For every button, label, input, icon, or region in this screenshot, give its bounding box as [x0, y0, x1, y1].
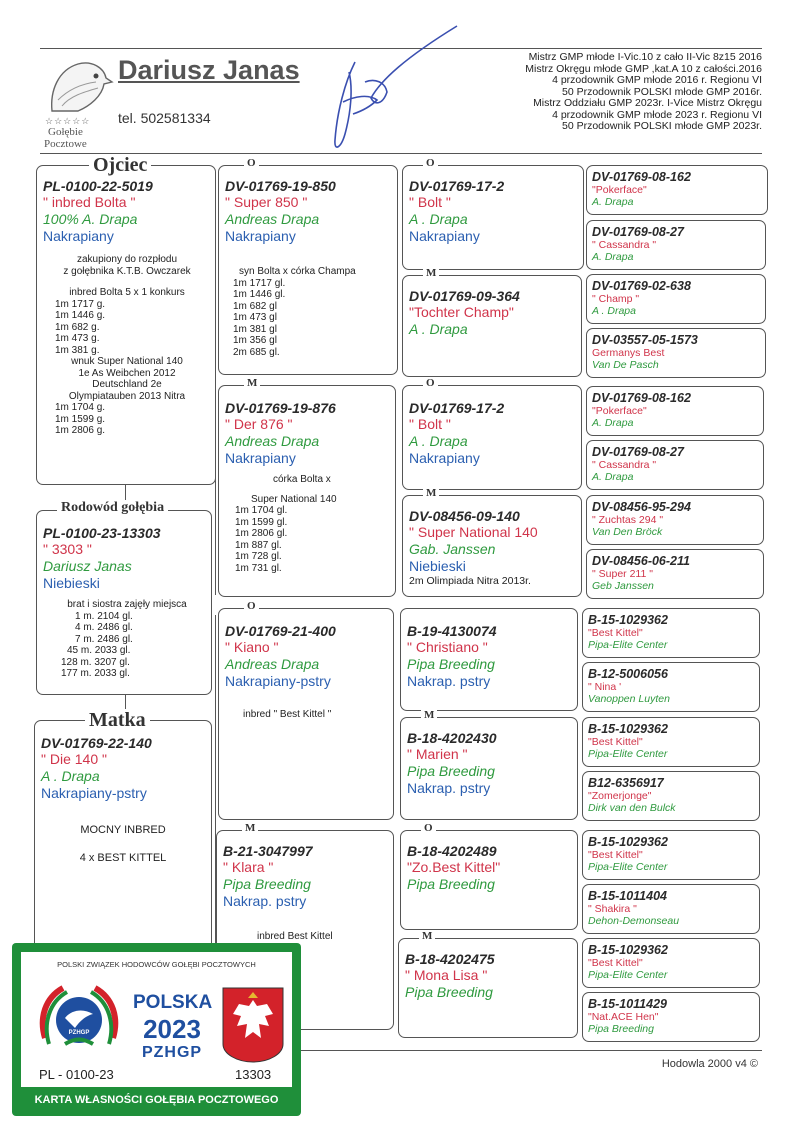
ancestor-name: " Super National 140: [409, 524, 538, 540]
ancestor-color: Nakrapiany: [225, 228, 296, 244]
subject-color: Niebieski: [43, 575, 100, 591]
gen4-card: [586, 549, 764, 599]
ancestor-name: "Nat.ACE Hen": [588, 1011, 659, 1023]
ancestor-notes: [233, 266, 356, 358]
ancestor-ring: DV-01769-09-364: [409, 288, 520, 304]
logo-stars: ☆☆☆☆☆: [45, 116, 91, 126]
ancestor-name: " Super 850 ": [225, 194, 308, 210]
ancestor-name: "Best Kittel": [588, 957, 643, 969]
achievement: 4 przodownik GMP młode 2023 r. Regionu VI: [552, 108, 762, 121]
father-label: Ojciec: [89, 154, 151, 177]
ancestor-ring: B-15-1029362: [588, 943, 668, 957]
subject-breeder: Dariusz Janas: [43, 558, 132, 574]
ancestor-breeder: A . Drapa: [409, 433, 468, 449]
note-line: inbred Best Kittel: [257, 931, 333, 942]
ancestor-name: " Cassandra ": [592, 459, 657, 471]
ancestor-breeder: Gab. Janssen: [409, 541, 496, 557]
ancestor-breeder: A . Drapa: [409, 321, 468, 337]
note-line: 2m 685 gl.: [233, 346, 280, 358]
note-line: 1m 1446 g.: [55, 310, 106, 321]
card-country: POLSKA: [133, 992, 213, 1013]
gen3-card: [400, 608, 578, 711]
ancestor-ring: DV-01769-19-876: [225, 400, 336, 416]
ancestor-ring: DV-08456-95-294: [592, 500, 691, 514]
sex-label: M: [421, 709, 437, 721]
ancestor-breeder: Pipa Breeding: [407, 763, 495, 779]
mother-notes: [45, 823, 201, 865]
ancestor-name: "Best Kittel": [588, 736, 643, 748]
ancestor-name: "Best Kittel": [588, 849, 643, 861]
note-line: 177 m. 2033 gl.: [61, 668, 130, 679]
achievement: 4 przodownik GMP młode 2016 r. Regionu VI: [552, 74, 762, 86]
ancestor-color: Nakrapiany-pstry: [225, 673, 331, 689]
ancestor-color: Nakrapiany: [409, 228, 480, 244]
note-line: 1m 2806 gl.: [235, 528, 288, 539]
gen4-card: [582, 830, 760, 880]
note-line: 1m 1446 gl.: [233, 289, 286, 300]
note-line: 1m 473 g.: [55, 333, 100, 344]
card-title-block: [133, 992, 211, 1062]
note-line: 1e As Weibchen 2012: [78, 367, 176, 379]
note-line: 1m 473 gl: [233, 312, 277, 323]
note-line: 7 m. 2486 gl.: [75, 633, 133, 645]
ancestor-name: " Der 876 ": [225, 416, 293, 432]
ancestor-breeder: Pipa-Elite Center: [588, 748, 668, 760]
subject-ring: PL-0100-23-13303: [43, 525, 161, 541]
ancestor-ring: DV-08456-06-211: [592, 554, 690, 568]
ancestor-name: "Pokerface": [592, 184, 647, 196]
ancestor-name: " Christiano ": [407, 639, 488, 655]
note-line: 1m 1717 gl.: [233, 277, 286, 289]
ancestor-ring: DV-01769-17-2: [409, 178, 505, 194]
note-line: 1m 1704 gl.: [235, 505, 288, 516]
ancestor-breeder: Andreas Drapa: [225, 211, 320, 227]
ancestor-name: " Champ ": [592, 293, 640, 305]
gen3-card: [402, 377, 582, 490]
ancestor-breeder: Andreas Drapa: [225, 656, 320, 672]
note-line: 1m 887 gl.: [235, 539, 282, 551]
mother-ring: DV-01769-22-140: [41, 735, 152, 751]
ancestor-breeder: Pipa-Elite Center: [588, 861, 668, 873]
mother-label: Matka: [85, 709, 150, 732]
sex-label: O: [423, 157, 438, 169]
gen4-card: [582, 771, 760, 821]
gen4-card: [582, 717, 760, 767]
gen2-card: [218, 157, 398, 375]
ancestor-color: Nakrap. pstry: [407, 780, 491, 796]
note-line: 1m 682 gl: [233, 300, 277, 312]
gen4-card: [582, 938, 760, 988]
gen2-card: [218, 600, 394, 820]
gen3-card: [402, 487, 582, 597]
mother-name: " Die 140 ": [41, 751, 107, 767]
gen4-card: [586, 328, 766, 378]
note-line: 1m 1599 gl.: [235, 516, 288, 528]
ancestor-ring: B-18-4202475: [405, 951, 495, 967]
father-color: Nakrapiany: [43, 228, 114, 244]
card-association: POLSKI ZWIĄZEK HODOWCÓW GOŁĘBI POCZTOWYCH: [57, 960, 256, 969]
note-line: MOCNY INBRED: [80, 824, 166, 836]
note-line: inbred " Best Kittel ": [243, 709, 332, 720]
gen2-card: [218, 377, 396, 597]
ancestor-breeder: Pipa-Elite Center: [588, 639, 668, 651]
mother-color: Nakrapiany-pstry: [41, 785, 147, 801]
ancestor-breeder: Pipa Breeding: [407, 656, 495, 672]
note-line: 45 m. 2033 gl.: [67, 645, 131, 656]
gen3-card: [400, 709, 578, 820]
gen3-card: [400, 822, 578, 930]
ancestor-ring: B-15-1011404: [588, 889, 667, 903]
note-line: 1m 1599 g.: [55, 413, 106, 425]
gen4-card: [582, 662, 760, 712]
note-line: brat i siostra zajęły miejsca: [67, 599, 187, 610]
note-line: Super National 140: [251, 493, 337, 505]
note-line: 1 m. 2104 gl.: [75, 610, 133, 622]
ancestor-breeder: Geb Janssen: [592, 580, 654, 592]
owner-phone: tel. 502581334: [118, 110, 211, 126]
ancestor-name: " Cassandra ": [592, 239, 657, 251]
card-footer: KARTA WŁASNOŚCI GOŁĘBIA POCZTOWEGO: [34, 1094, 279, 1106]
ancestor-breeder: A. Drapa: [592, 417, 634, 429]
sex-label: O: [421, 822, 436, 834]
ancestor-ring: DV-08456-09-140: [409, 508, 520, 524]
ancestor-name: " Bolt ": [409, 416, 451, 432]
gen4-card: [586, 274, 766, 324]
note-line: 1m 1704 g.: [55, 402, 106, 413]
ancestor-notes: [243, 709, 331, 721]
gen4-card: [582, 608, 760, 658]
note-line: wnuk Super National 140: [71, 356, 183, 367]
note-line: 1m 1717 g.: [55, 298, 106, 310]
card-ring-number: 13303: [235, 1067, 272, 1082]
sex-label: O: [423, 377, 438, 389]
ancestor-breeder: Dehon-Demonseau: [588, 915, 680, 927]
ancestor-name: " Marien ": [407, 746, 468, 762]
ancestor-note: 2m Olimpiada Nitra 2013r.: [409, 575, 531, 587]
ancestor-color: Nakrapiany: [225, 450, 296, 466]
ancestor-breeder: Van De Pasch: [592, 359, 659, 371]
ancestor-breeder: Pipa Breeding: [223, 876, 311, 892]
sex-label: M: [244, 377, 260, 389]
ancestor-name: " Bolt ": [409, 194, 451, 210]
note-line: córka Bolta x: [273, 474, 331, 485]
achievement: Mistrz GMP młode I-Vic.10 z cało II-Vic 8z15 2016: [528, 51, 762, 63]
ancestor-breeder: A. Drapa: [592, 471, 634, 483]
ancestor-name: "Pokerface": [592, 405, 647, 417]
ancestor-ring: DV-01769-02-638: [592, 279, 691, 293]
ancestor-ring: B-19-4130074: [407, 623, 497, 639]
ancestor-name: "Tochter Champ": [409, 304, 514, 320]
note-line: 1m 381 g.: [55, 344, 100, 356]
ancestor-name: "Zomerjonge": [588, 790, 652, 802]
ancestor-ring: DV-01769-17-2: [409, 400, 505, 416]
achievement: 50 Przodownik POLSKI młode GMP 2016r.: [562, 85, 762, 98]
ancestor-name: " Kiano ": [225, 639, 279, 655]
ancestor-color: Nakrap. pstry: [223, 893, 307, 909]
ancestor-color: Nakrapiany: [409, 450, 480, 466]
ancestor-breeder: A . Drapa: [592, 305, 636, 317]
ancestor-name: Germanys Best: [592, 347, 665, 359]
emblem-text: PZHGP: [68, 1030, 90, 1036]
ancestor-name: " Mona Lisa ": [405, 967, 488, 983]
sex-label: M: [419, 930, 435, 942]
ancestor-breeder: Pipa Breeding: [407, 876, 495, 892]
ancestor-notes: [235, 474, 337, 574]
gen3-card: [402, 157, 584, 270]
gen4-card: [586, 386, 764, 436]
ancestor-ring: DV-01769-08-27: [592, 445, 684, 459]
ancestor-breeder: A . Drapa: [409, 211, 468, 227]
note-line: 1m 381 gl: [233, 323, 277, 335]
ancestor-ring: DV-03557-05-1573: [592, 333, 698, 347]
note-line: Deutschland 2e: [92, 379, 162, 390]
father-breeder: 100% A. Drapa: [43, 211, 138, 227]
pedigree-label: Rodowód gołębia: [57, 500, 168, 516]
ancestor-breeder: Pipa Breeding: [588, 1023, 654, 1035]
note-line: 4 m. 2486 gl.: [75, 622, 133, 633]
note-line: 1m 682 g.: [55, 321, 100, 333]
ancestor-ring: B-15-1011429: [588, 997, 667, 1011]
ancestor-ring: B12-6356917: [588, 776, 664, 790]
ancestor-ring: DV-01769-08-162: [592, 391, 691, 405]
father-notes: [47, 254, 207, 437]
card-inner: [21, 952, 292, 1087]
ancestor-name: " Zuchtas 294 ": [592, 514, 664, 526]
ancestor-breeder: Pipa-Elite Center: [588, 969, 668, 981]
ancestor-ring: DV-01769-19-850: [225, 178, 336, 194]
father-card: [36, 154, 216, 485]
note-line: 1m 731 gl.: [235, 562, 282, 574]
gen4-card: [586, 165, 768, 215]
footer-rule: [300, 1050, 762, 1051]
sex-label: M: [242, 822, 258, 834]
ancestor-breeder: A. Drapa: [592, 251, 634, 263]
card-ring-prefix: PL - 0100-23: [39, 1067, 114, 1082]
ownership-card: [12, 943, 301, 1116]
ancestor-breeder: Andreas Drapa: [225, 433, 320, 449]
gen4-card: [586, 495, 764, 545]
subject-notes: [47, 599, 207, 680]
pigeon-head-icon: [40, 56, 115, 116]
note-line: 4 x BEST KITTEL: [79, 852, 167, 864]
ancestor-ring: B-21-3047997: [223, 843, 313, 859]
subject-name: " 3303 ": [43, 541, 92, 557]
ancestor-name: " Shakira ": [588, 903, 637, 915]
father-ring: PL-0100-22-5019: [43, 178, 153, 194]
sex-label: M: [423, 267, 439, 279]
ancestor-breeder: A. Drapa: [592, 196, 634, 208]
gen4-card: [586, 220, 766, 270]
owner-name: Dariusz Janas: [118, 55, 300, 85]
pigeon-logo: [40, 56, 115, 151]
note-line: z gołębnika K.T.B. Owczarek: [63, 265, 191, 277]
ancestor-breeder: Dirk van den Bulck: [588, 802, 676, 814]
note-line: Olympiatauben 2013 Nitra: [68, 390, 186, 402]
sex-label: O: [244, 600, 259, 612]
achievement: Mistrz Okręgu młode GMP ,kat.A 10 z całości.2016: [525, 62, 762, 75]
note-line: inbred Bolta 5 x 1 konkurs: [69, 287, 185, 298]
ancestor-name: "Zo.Best Kittel": [407, 859, 501, 875]
ancestor-breeder: Vanoppen Luyten: [588, 693, 670, 705]
ancestor-color: Niebieski: [409, 558, 466, 574]
handwritten-signature: [325, 22, 465, 172]
subject-card: [36, 500, 212, 695]
ancestor-color: Nakrap. pstry: [407, 673, 491, 689]
ancestor-breeder: Pipa Breeding: [405, 984, 493, 1000]
ancestor-ring: B-15-1029362: [588, 613, 668, 627]
polish-eagle-icon: [221, 986, 285, 1064]
father-name: " inbred Bolta ": [43, 194, 136, 210]
ancestor-ring: DV-01769-08-162: [592, 170, 691, 184]
ancestor-breeder: Van Den Bröck: [592, 526, 663, 538]
software-footer: Hodowla 2000 v4 ©: [661, 1058, 758, 1070]
ancestor-ring: DV-01769-21-400: [225, 623, 336, 639]
note-line: 1m 356 gl: [233, 335, 277, 346]
gen4-card: [586, 440, 764, 490]
card-abbr: PZHGP: [141, 1044, 203, 1061]
ancestor-name: " Nina ': [588, 681, 622, 693]
note-line: zakupiony do rozpłodu: [76, 254, 178, 265]
sex-label: M: [423, 487, 439, 499]
achievements-list: [525, 52, 762, 133]
ancestor-ring: B-18-4202430: [407, 730, 497, 746]
pzhgp-emblem-icon: [35, 978, 123, 1058]
ancestor-name: " Klara ": [223, 859, 274, 875]
note-line: 128 m. 3207 gl.: [61, 656, 130, 668]
ancestor-ring: B-12-5006056: [588, 667, 668, 681]
logo-text-2: Pocztowe: [44, 138, 87, 150]
gen3-card: [402, 267, 582, 377]
ancestor-ring: DV-01769-08-27: [592, 225, 684, 239]
ancestor-notes: [257, 931, 333, 943]
achievement: 50 Przodownik POLSKI młode GMP 2023r.: [562, 120, 762, 132]
sex-label: O: [244, 157, 259, 169]
ancestor-name: "Best Kittel": [588, 627, 643, 639]
ancestor-ring: B-15-1029362: [588, 722, 668, 736]
ancestor-name: " Super 211 ": [592, 568, 653, 580]
gen3-card: [398, 930, 578, 1038]
ancestor-ring: B-15-1029362: [588, 835, 668, 849]
note-line: syn Bolta x córka Champa: [239, 266, 356, 277]
note-line: 1m 2806 g.: [55, 425, 106, 436]
achievement: Mistrz Oddziału GMP 2023r. I-Vice Mistrz Okręgu: [533, 97, 762, 109]
note-line: 1m 728 gl.: [235, 551, 282, 562]
gen4-card: [582, 884, 760, 934]
mother-breeder: A . Drapa: [41, 768, 100, 784]
logo-text-1: Gołębie: [48, 126, 83, 138]
ancestor-ring: B-18-4202489: [407, 843, 497, 859]
gen4-card: [582, 992, 760, 1042]
card-year: 2023: [143, 1014, 201, 1044]
